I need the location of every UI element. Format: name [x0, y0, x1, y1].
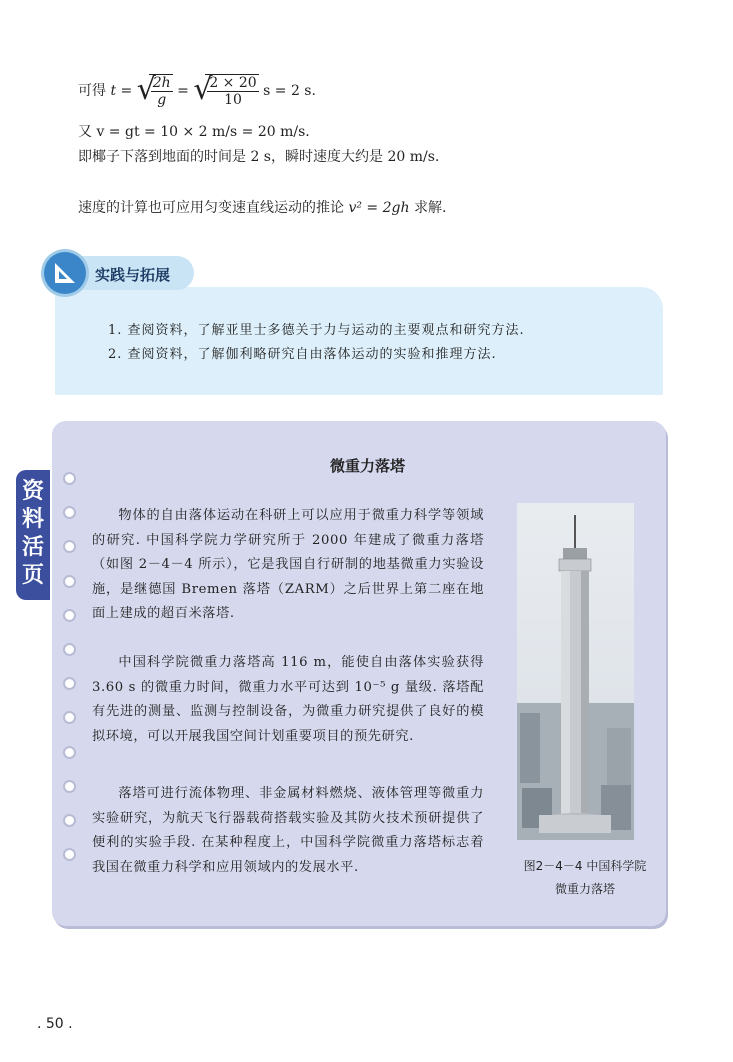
- formula-line-3: 即椰子下落到地面的时间是 2 s，瞬时速度大约是 20 m/s.: [78, 149, 440, 165]
- binder-ring-icon: [63, 643, 76, 656]
- formula-prefix: 可得: [78, 83, 106, 99]
- fraction-denominator: 10: [224, 92, 242, 108]
- formula-line-1: [78, 74, 316, 108]
- ruler-triangle-icon: [44, 252, 86, 294]
- fraction-numeric: [207, 75, 258, 108]
- practice-item-1: 1. 查阅资料，了解亚里士多德关于力与运动的主要观点和研究方法.: [108, 323, 525, 338]
- photo-caption-line-1: 图2－4－4 中国科学院: [523, 859, 647, 873]
- resource-title: 微重力落塔: [330, 457, 406, 475]
- fraction-numerator: 2 × 20: [209, 75, 257, 91]
- sqrt-expression-2: [193, 74, 258, 108]
- binder-ring-icon: [63, 746, 76, 759]
- radical-icon: √: [193, 72, 213, 107]
- resource-paragraph-1: 物体的自由落体运动在科研上可以应用于微重力科学等领域的研究. 中国科学院力学研究所于 2000 年建成了微重力落塔（如图 2－4－4 所示），它是我国自行研制的地基微重力实验设施，是继德国 Bremen 落塔（ZARM）之后世界上第二座在地面上建成的超百米落塔.: [92, 508, 484, 622]
- formula-line-4-suffix: 求解.: [413, 200, 447, 216]
- formula-line-4-prefix: 速度的计算也可应用匀变速直线运动的推论: [78, 200, 344, 216]
- binder-ring-icon: [63, 711, 76, 724]
- practice-item-2: 2. 查阅资料，了解伽利略研究自由落体运动的实验和推理方法.: [108, 347, 497, 362]
- binder-ring-icon: [63, 814, 76, 827]
- page-number: . 50 .: [37, 1016, 73, 1032]
- binder-ring-icon: [63, 540, 76, 553]
- fraction-numerator: 2h: [152, 75, 171, 91]
- radical-icon: √: [136, 72, 156, 107]
- formula-result: s = 2 s.: [263, 83, 316, 99]
- formula-line-2: 又 v = gt = 10 × 2 m/s = 20 m/s.: [78, 124, 310, 140]
- binder-ring-icon: [63, 472, 76, 485]
- formula-equals: =: [120, 83, 133, 99]
- practice-panel: [55, 287, 663, 395]
- fraction-denominator: g: [157, 92, 167, 108]
- formula-v-squared: v² = 2gh: [348, 200, 410, 216]
- sqrt-expression-1: [137, 74, 173, 108]
- binder-ring-icon: [63, 848, 76, 861]
- drop-tower-photo: [517, 503, 634, 840]
- binder-ring-icon: [63, 780, 76, 793]
- formula-line-4: [78, 197, 446, 217]
- binder-ring-icon: [63, 575, 76, 588]
- resource-paragraph-2: 中国科学院微重力落塔高 116 m，能使自由落体实验获得 3.60 s 的微重力时间，微重力水平可达到 10⁻⁵ g 量级. 落塔配有先进的测量、监测与控制设备，为微重力研究提供了良好的模拟环境，可以开展我国空间计划重要项目的预先研究.: [92, 655, 484, 744]
- binder-ring-icon: [63, 677, 76, 690]
- resource-paragraph-3: 落塔可进行流体物理、非金属材料燃烧、液体管理等微重力实验研究，为航天飞行器载荷搭载实验及其防火技术预研提供了便利的实验手段. 在某种程度上，中国科学院微重力落塔标志着我国在微重力科学和应用领域内的发展水平.: [92, 786, 484, 875]
- formula-variable-t: t: [110, 83, 117, 99]
- binder-ring-icon: [63, 609, 76, 622]
- photo-caption-line-2: 微重力落塔: [554, 882, 615, 896]
- binder-ring-icon: [63, 506, 76, 519]
- formula-equals-2: =: [177, 83, 189, 99]
- practice-title: 实践与拓展: [95, 266, 171, 284]
- resource-side-tab-label: 资料活页: [21, 479, 44, 588]
